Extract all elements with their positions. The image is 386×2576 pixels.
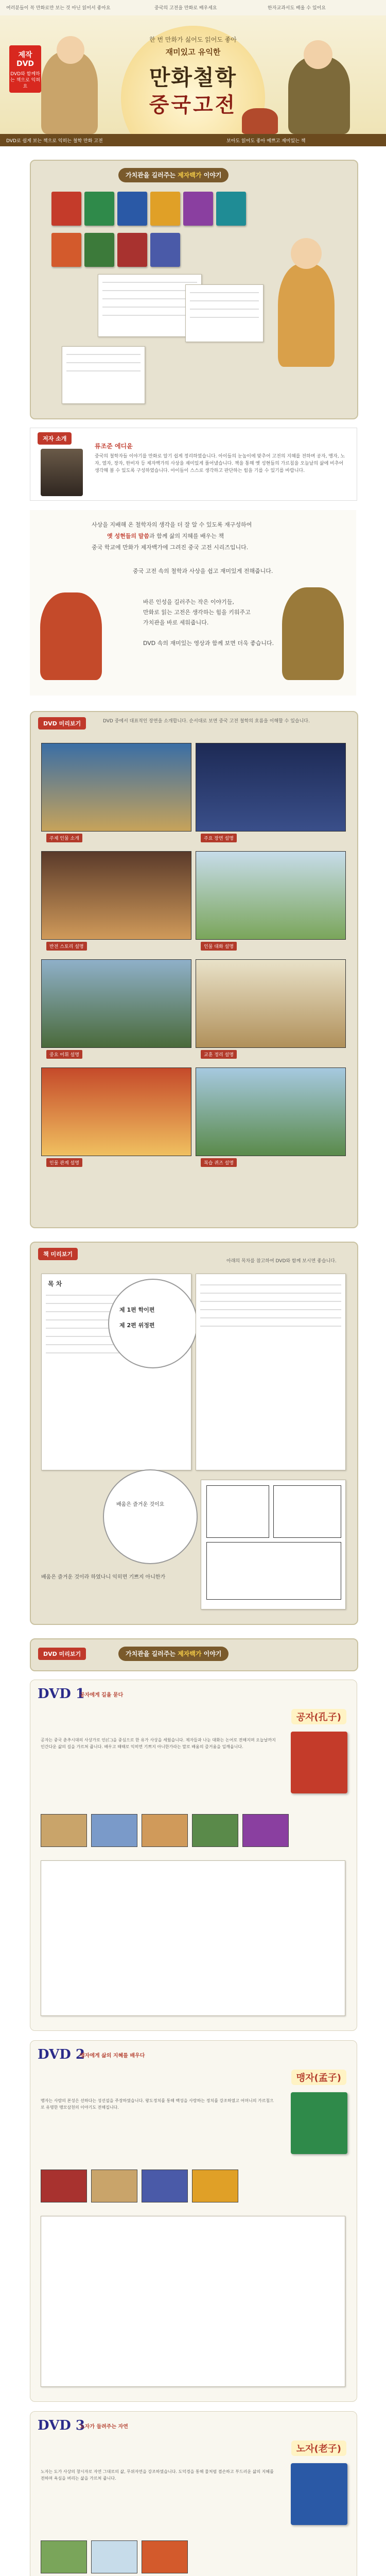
intro-line: DVD 속의 재미있는 영상과 함께 보면 더욱 좋습니다. (143, 640, 274, 647)
dvd-caption: 주제 인물 소개 (46, 834, 82, 842)
dvd-label: DVD 1 (38, 1686, 85, 1702)
intro-character-left (40, 592, 102, 680)
product-panel (30, 160, 358, 419)
dvd-cover (291, 2463, 347, 2525)
dvd-screenshot (41, 1067, 191, 1156)
dvd-subtitle: 맹자에게 삶의 지혜를 배우다 (80, 2053, 145, 2059)
dvd-badge-title: 제작 DVD (16, 51, 34, 68)
dvd-thumb (142, 2540, 188, 2573)
book-cover (51, 233, 81, 267)
product-header-post: 이야기 (201, 172, 222, 179)
hero-title-2: 중국고전 (149, 93, 237, 117)
intro-line: 중국 학교에 만화가 제자백가에 그려진 중국 고전 시리즈입니다. (92, 544, 249, 551)
intro-line: 바른 인성을 길러주는 작은 이야기들, (143, 599, 234, 605)
dvd-cover (291, 2092, 347, 2154)
comic-page (201, 1480, 346, 1609)
author-photo (41, 449, 83, 496)
dvd-screenshot (196, 851, 346, 940)
dvd-thumb (91, 2540, 137, 2573)
dvd-thumb (41, 1814, 87, 1847)
book-cover (150, 192, 180, 226)
dvd-screenshot (196, 959, 346, 1048)
dvd-list-header (118, 1647, 229, 1661)
dvd-caption: 반전 스토리 설명 (46, 942, 87, 951)
author-text: 중국의 철학자들 이야기를 만화로 알기 쉽게 정리하였습니다. 아이들의 눈높이에 맞추어 고전의 지혜를 전하며 공자, 맹자, 노자, 열자, 장자, 한비자 등 제자백가의 사상을 재미있게 풀어냈습니다. 책을 통해 옛 성현들의 가르침을 오늘날의 삶에 비추어 생각해 볼 수 있도록 구성하였습니다. 아이들이 스스로 생각하고 판단하는 힘을 기를 수 있기를 바랍니다. (95, 454, 345, 473)
book-cover (117, 233, 147, 267)
author-label: 저자 소개 (38, 432, 72, 445)
bubble-text-3: 배움은 즐거운 것이요 (116, 1502, 165, 1507)
info-strip (0, 134, 386, 146)
hero-line1: 한 번 만화가 싫어도 읽어도 좋아 (149, 36, 237, 43)
dvd-topic: 공자(孔子) (291, 1709, 346, 1724)
zoom-bubble (103, 1469, 198, 1564)
dvd-caption: 인물 대화 설명 (201, 942, 237, 951)
top-bar-right: 한자교과서도 배울 수 있어요 (268, 6, 326, 11)
toc-title: 목 차 (48, 1280, 62, 1287)
dvd-list-header-panel (30, 1638, 358, 1671)
comic-panel (273, 1485, 341, 1538)
intro-character-right (282, 587, 344, 680)
dvd-card-1 (30, 1680, 357, 2031)
comic-panel (206, 1542, 341, 1600)
dvd-thumb (242, 1814, 289, 1847)
book-cover (117, 192, 147, 226)
dvd-caption: 복습 퀴즈 설명 (201, 1158, 237, 1167)
comic-panel (206, 1485, 269, 1538)
hero-title-1: 만화철학 (149, 65, 237, 90)
book-cover (84, 192, 114, 226)
dvd-subtitle: 공자에게 길을 묻다 (80, 1692, 124, 1698)
intro-line (107, 532, 224, 541)
dvd-caption: 중요 어휘 설명 (46, 1050, 82, 1059)
book-spread (185, 284, 264, 342)
dvd-screenshot (41, 743, 191, 832)
dvd-screenshot (41, 959, 191, 1048)
dvd-badge (9, 45, 41, 93)
dvd-preview-panel (30, 711, 358, 1228)
top-bar-mid: 중국의 고전을 만화로 배우세요 (154, 6, 217, 11)
info-strip-right: 보아도 읽어도 좋아 예쁘고 재미있는 책 (226, 139, 306, 144)
dvd-list-header-post: 이야기 (201, 1650, 222, 1657)
dvd-card-2 (30, 2040, 357, 2402)
dvd-caption: 인물 관계 설명 (46, 1158, 82, 1167)
info-strip-left: DVD로 쉽게 보는 책으로 익히는 철학 만화 고전 (6, 139, 103, 144)
dvd-topic: 노자(老子) (291, 2441, 346, 2456)
mascot-head (291, 238, 322, 269)
book-cover (183, 192, 213, 226)
book-cover (84, 233, 114, 267)
book-quote: 배움은 즐거운 것이라 하였나니 익히면 기쁘지 아니한가 (41, 1574, 166, 1580)
bubble-text-1: 제 1편 학이편 (119, 1307, 155, 1313)
intro-section (30, 510, 356, 696)
dvd-description: 맹자는 사람의 본성은 선하다는 성선설을 주장하였습니다. 왕도정치를 통해 백성을 사랑하는 정치를 강조하였고 어머니의 가르침으로 유명한 맹모삼천의 이야기도 전해집니다. (41, 2098, 274, 2110)
bubble-text-2: 제 2편 위정편 (119, 1322, 155, 1329)
dvd-topic: 맹자(孟子) (291, 2070, 346, 2085)
top-bar-left: 여러분들이 꼭 만화로만 보는 것 아닌 읽어서 좋아요 (6, 6, 111, 11)
intro-line: 만화로 읽는 고전은 생각하는 힘을 키워주고 (143, 609, 251, 616)
dvd-comic-sample (41, 2216, 345, 2387)
dvd-badge-sub: DVD와 함께하는 책으로 익혀요 (10, 72, 40, 89)
mascot-figure (278, 264, 335, 367)
dvd-description: 노자는 도가 사상의 창시자로 자연 그대로의 삶, 무위자연을 강조하였습니다. 도덕경을 통해 물처럼 겸손하고 부드러운 삶의 지혜를 전하며 욕심을 버리는 삶을 가르쳐 줍니다. (41, 2469, 274, 2481)
dvd-thumb (142, 1814, 188, 1847)
book-preview-desc: 아래의 목차를 참고하여 DVD와 함께 보시면 좋습니다. (226, 1259, 337, 1264)
dvd-card-3 (30, 2411, 357, 2576)
dvd-list-label: DVD 미리보기 (38, 1648, 86, 1660)
dvd-thumb (192, 1814, 238, 1847)
dvd-screenshot (196, 743, 346, 832)
book-cover (150, 233, 180, 267)
dvd-preview-label: DVD 미리보기 (38, 717, 86, 730)
dvd-list-header-pre: 가치관을 길러주는 (126, 1650, 178, 1657)
dvd-subtitle: 노자가 들려주는 자연 (80, 2424, 128, 2430)
hero-banner (0, 15, 386, 134)
author-box (30, 428, 357, 501)
dvd-preview-desc: DVD 중에서 대표적인 장면을 소개합니다. 순서대로 보면 중국 고전 철학의 흐름을 이해할 수 있습니다. (103, 719, 310, 724)
dvd-thumb (91, 2170, 137, 2202)
intro-line: 가치관을 바로 세워줍니다. (143, 619, 209, 626)
dvd-label: DVD 2 (38, 2047, 85, 2062)
product-header (118, 168, 229, 182)
dvd-screenshot (196, 1067, 346, 1156)
dvd-label: DVD 3 (38, 2418, 85, 2433)
dvd-thumb (192, 2170, 238, 2202)
dvd-caption: 주요 장면 설명 (201, 834, 237, 842)
top-bar (0, 0, 386, 16)
intro-line: 중국 고전 속의 철학과 사상을 쉽고 재미있게 전해줍니다. (133, 568, 273, 574)
dvd-description: 공자는 중국 춘추시대의 사상가로 인(仁)을 중심으로 한 유가 사상을 세웠습니다. 제자들과 나눈 대화는 논어로 전해지며 오늘날까지 인간다운 삶의 길을 가르쳐 줍니다. 배우고 때때로 익히면 기쁘지 아니한가라는 말로 배움의 즐거움을 일깨웁니다. (41, 1738, 276, 1749)
dvd-comic-sample (41, 1860, 345, 2016)
book-preview-label: 책 미리보기 (38, 1248, 78, 1260)
dvd-thumb (142, 2170, 188, 2202)
intro-highlight: 옛 성현들의 말씀 (107, 533, 150, 539)
dvd-screenshot (41, 851, 191, 940)
dvd-thumb (41, 2170, 87, 2202)
hero-line2: 재미있고 유익한 (165, 47, 221, 57)
book-page (196, 1274, 346, 1470)
author-name: 류조준 에디윤 (95, 443, 133, 450)
dvd-caption: 교훈 정리 설명 (201, 1050, 237, 1059)
dvd-cover (291, 1732, 347, 1793)
zoom-bubble (108, 1279, 198, 1368)
book-spread (62, 346, 145, 404)
intro-line: 사상을 지배해 온 철학자의 생각을 더 잘 알 수 있도록 재구성하여 (92, 521, 252, 528)
book-cover (51, 192, 81, 226)
product-header-hl: 제자백가 (178, 172, 202, 179)
dvd-thumb (41, 2540, 87, 2573)
book-cover (216, 192, 246, 226)
intro-line-rest: 과 함께 삶의 지혜를 배우는 책 (149, 533, 224, 539)
dvd-thumb (91, 1814, 137, 1847)
book-preview-panel (30, 1242, 358, 1625)
product-header-pre: 가치관을 길러주는 (126, 172, 178, 179)
dvd-list-header-hl: 제자백가 (178, 1650, 202, 1657)
